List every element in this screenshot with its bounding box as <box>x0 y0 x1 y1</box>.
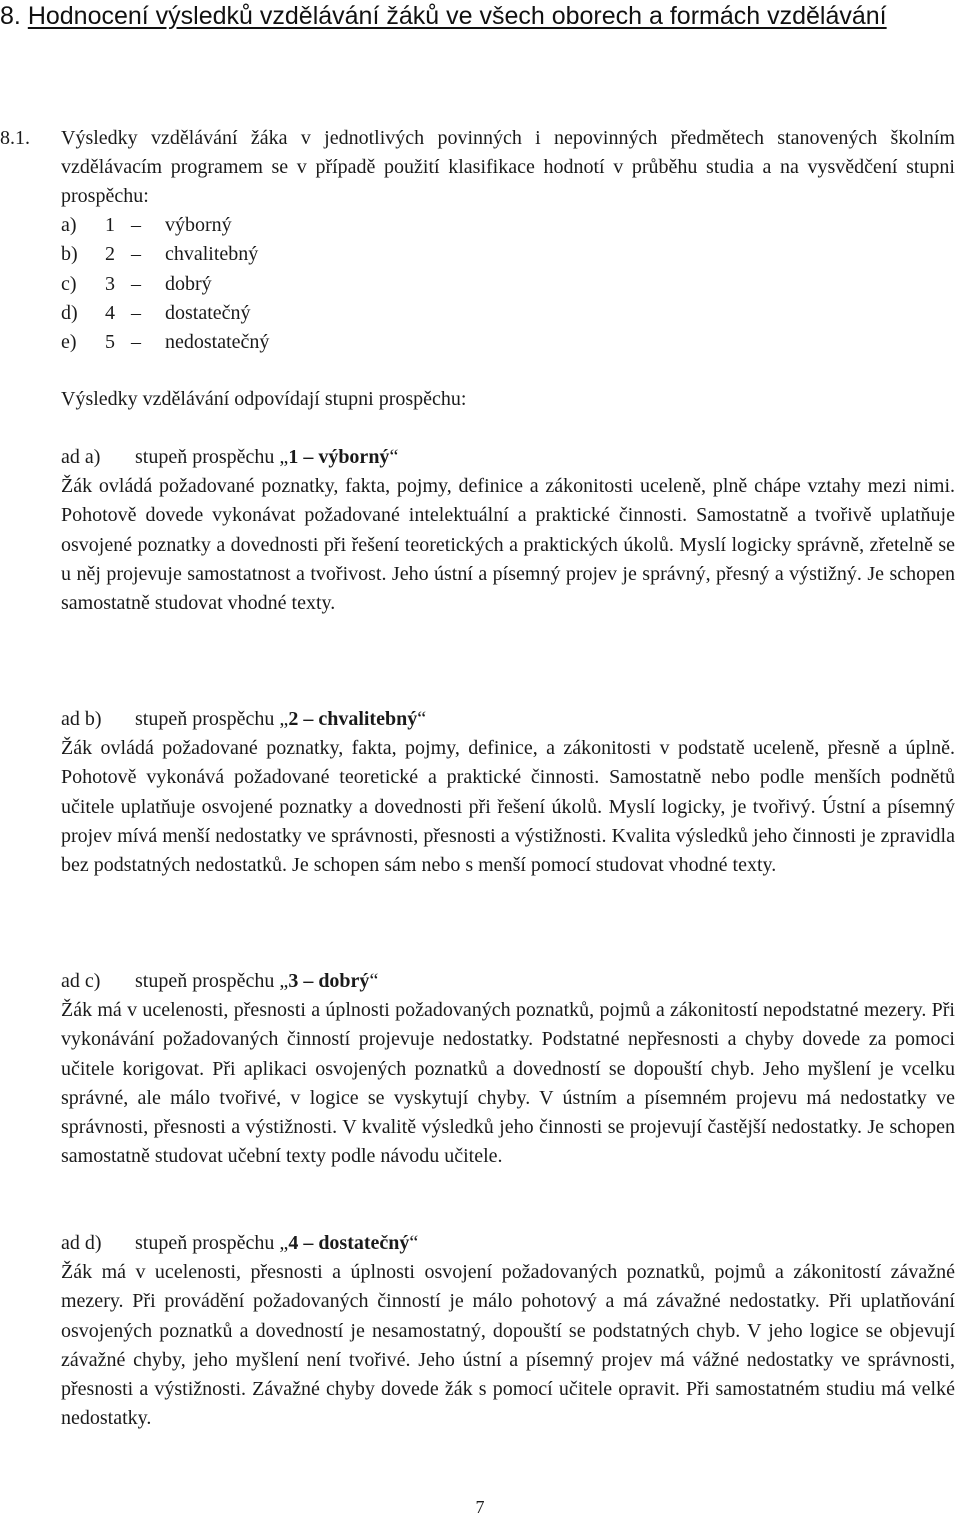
grade-description: Žák má v ucelenosti, přesnosti a úplnosti požadovaných poznatků, pojmů a zákonitostí nepodstatné mezery. Při vykonávání požadovaných činností projevuje nedostatky. Podstatné nepřesnosti a chyby dovede za pomoci učitele korigovat. Při aplikaci osvojených poznatků a dovedností se dopouští chyb. Jeho myšlení je vcelku správné, ale málo tvořivé, v logice se vyskytují chyby. V ústním a písemném projevu má nedostatky ve správnosti, přesnosti a výstižnosti. V kvalitě výsledků jeho činnosti se projevují častější nedostatky. Je schopen samostatně studovat učební texty podle návodu učitele. <box>61 999 955 1168</box>
results-sentence: Výsledky vzdělávání odpovídají stupni prospěchu: <box>61 388 467 410</box>
list-item <box>61 211 269 240</box>
list-item-name: nedostatečný <box>165 331 270 354</box>
grade-prefix: stupeň prospěchu <box>135 446 280 468</box>
grade-ad-label: ad b) <box>61 708 102 730</box>
list-item-letter: a) <box>61 214 77 236</box>
grade-heading: ad d) stupeň prospěchu „4 – dostatečný“ <box>61 1229 955 1258</box>
list-item-dash: – <box>131 301 141 324</box>
grade-description: Žák ovládá požadované poznatky, fakta, pojmy, definice, a zákonitosti v podstatě uceleně, přesně a úplně. Pohotově vykonává požadované teoretické a praktické činnosti. Samostatně nebo podle menších podnětů učitele uplatňuje osvojené poznatky a dovednosti při řešení úkolů. Myslí logicky, je tvořivý. Ústní a písemný projev mívá menší nedostatky ve správnosti, přesnosti a výstižnosti. Kvalita výsledků jeho činnosti je zpravidla bez podstatných nedostatků. Je schopen sám nebo s menší pomocí studovat vhodné texty. <box>61 737 955 877</box>
grade-block-4 <box>61 1229 955 1433</box>
page-number: 7 <box>475 1497 485 1517</box>
grade-label: 4 – dostatečný <box>288 1232 410 1254</box>
grade-heading: ad c) stupeň prospěchu „3 – dobrý“ <box>61 967 955 996</box>
grade-ad-label: ad c) <box>61 970 101 992</box>
grade-block-2 <box>61 705 955 880</box>
list-item-number: 4 <box>105 301 115 324</box>
list-item-number: 3 <box>105 272 115 295</box>
grade-block-1 <box>61 443 955 618</box>
list-item-number: 1 <box>105 214 115 236</box>
list-item <box>61 328 269 357</box>
list-item-letter: c) <box>61 272 77 295</box>
list-item-dash: – <box>131 243 141 266</box>
grade-description: Žák ovládá požadované poznatky, fakta, pojmy, definice a zákonitosti uceleně, plně chápe vztahy mezi nimi. Pohotově dovede vykonávat požadované intelektuální a praktické činnosti. Samostatně a tvořivě uplatňuje osvojené poznatky a dovednosti při řešení teoretických a praktických úkolů. Myslí logicky správně, zřetelně se u něj projevuje samostatnost a tvořivost. Jeho ústní a písemný projev je správný, přesný a výstižný. Je schopen samostatně studovat vhodné texty. <box>61 475 955 615</box>
grade-scale-list <box>61 211 269 357</box>
grade-label: 1 – výborný <box>288 446 390 468</box>
list-item <box>61 270 269 299</box>
list-item-dash: – <box>131 331 141 354</box>
grade-heading: ad a) stupeň prospěchu „1 – výborný“ <box>61 443 955 472</box>
list-item-name: dobrý <box>165 272 212 295</box>
grade-label: 3 – dobrý <box>288 970 370 992</box>
chapter-heading <box>0 0 960 32</box>
list-item-dash: – <box>131 272 141 295</box>
list-item-letter: e) <box>61 331 77 354</box>
grade-label: 2 – chvalitebný <box>288 708 418 730</box>
list-item-letter: d) <box>61 301 78 324</box>
chapter-title: Hodnocení výsledků vzdělávání žáků ve všech oborech a formách vzdělávání <box>27 2 887 30</box>
list-item-number: 5 <box>105 331 115 354</box>
grade-description: Žák má v ucelenosti, přesnosti a úplnosti osvojení požadovaných poznatků, pojmů a zákonitostí závažné mezery. Při provádění požadovaných činností je málo pohotový a má závažné nedostatky. Při uplatňování osvojených poznatků a dovedností je nesamostatný, dopouští se podstatných chyb. V jeho logice se objevují závažné chyby, jeho myšlení není tvořivé. Jeho ústní a písemný projev má vážné nedostatky ve správnosti, přesnosti a výstižnosti. Závažné chyby dovede žák s pomocí učitele opravit. Při samostatném studiu má velké nedostatky. <box>61 1261 955 1430</box>
grade-ad-label: ad a) <box>61 446 101 468</box>
list-item-letter: b) <box>61 243 78 266</box>
grade-prefix: stupeň prospěchu <box>135 1232 280 1254</box>
grade-block-3 <box>61 967 955 1171</box>
chapter-number: 8. <box>0 2 21 30</box>
list-item-name: chvalitebný <box>165 243 259 266</box>
grade-prefix: stupeň prospěchu <box>135 970 280 992</box>
list-item <box>61 240 269 269</box>
grade-heading: ad b) stupeň prospěchu „2 – chvalitebný“ <box>61 705 955 734</box>
section-intro: Výsledky vzdělávání žáka v jednotlivých povinných i nepovinných předmětech stanovených školním vzdělávacím programem se v případě použití klasifikace hodnotí v průběhu studia a na vysvědčení stupni prospěchu: <box>61 127 955 207</box>
grade-prefix: stupeň prospěchu <box>135 708 280 730</box>
list-item <box>61 299 269 328</box>
list-item-dash: – <box>131 214 141 236</box>
list-item-number: 2 <box>105 243 115 266</box>
grade-ad-label: ad d) <box>61 1232 102 1254</box>
section-number: 8.1. <box>0 127 30 149</box>
list-item-name: výborný <box>165 214 232 236</box>
list-item-name: dostatečný <box>165 301 251 324</box>
